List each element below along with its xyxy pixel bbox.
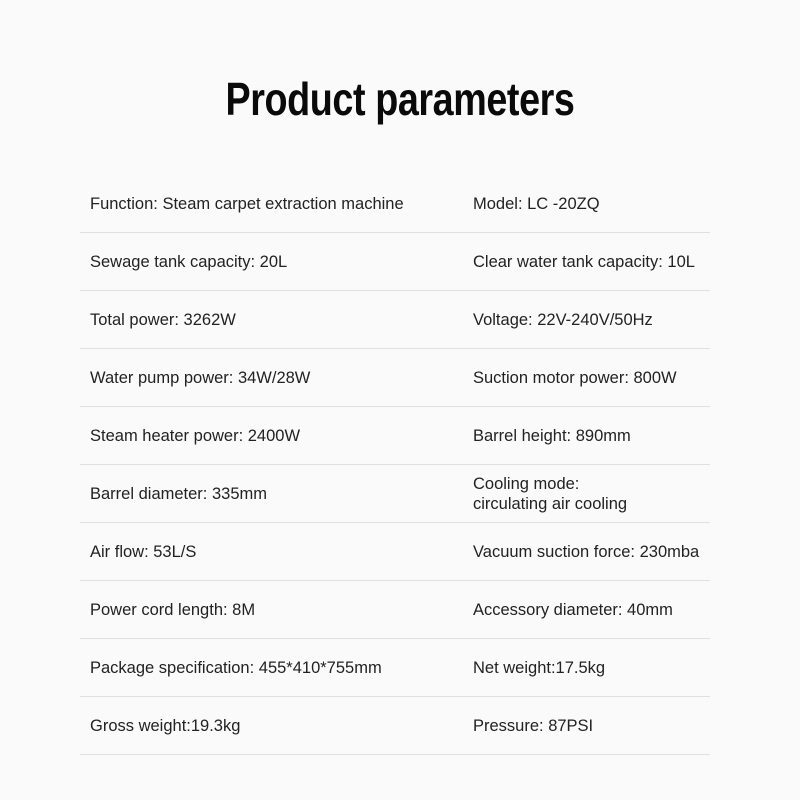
param-gross-weight: Gross weight:19.3kg: [90, 716, 241, 735]
param-accessory-diameter: Accessory diameter: 40mm: [473, 600, 673, 619]
page-title: Product parameters: [225, 73, 575, 125]
param-barrel-diameter: Barrel diameter: 335mm: [90, 484, 267, 503]
param-pressure: Pressure: 87PSI: [473, 716, 594, 735]
param-barrel-height: Barrel height: 890mm: [473, 426, 631, 445]
table-row: [80, 465, 710, 523]
param-package-specification: Package specification: 455*410*755mm: [90, 658, 382, 677]
table-row: [80, 175, 710, 233]
param-function: Function: Steam carpet extraction machine: [90, 194, 404, 213]
param-net-weight: Net weight:17.5kg: [473, 658, 606, 677]
parameters-table: [80, 175, 710, 755]
param-total-power: Total power: 3262W: [90, 310, 236, 329]
param-air-flow: Air flow: 53L/S: [90, 542, 197, 561]
param-vacuum-suction-force: Vacuum suction force: 230mba: [473, 542, 700, 561]
param-suction-motor-power: Suction motor power: 800W: [473, 368, 677, 387]
param-clear-water-tank: Clear water tank capacity: 10L: [473, 252, 695, 271]
table-row: [80, 291, 710, 349]
param-voltage: Voltage: 22V-240V/50Hz: [473, 310, 653, 329]
param-power-cord-length: Power cord length: 8M: [90, 600, 256, 619]
table-row: [80, 639, 710, 697]
table-row: [80, 407, 710, 465]
param-steam-heater-power: Steam heater power: 2400W: [90, 426, 301, 445]
table-row: [80, 581, 710, 639]
param-model: Model: LC -20ZQ: [473, 194, 600, 213]
param-cooling-mode-value: circulating air cooling: [473, 494, 628, 513]
table-row: [80, 349, 710, 407]
param-sewage-tank: Sewage tank capacity: 20L: [90, 252, 288, 271]
param-cooling-mode-label: Cooling mode:: [473, 474, 580, 493]
table-row: [80, 523, 710, 581]
param-cooling-mode: [463, 474, 710, 514]
param-water-pump-power: Water pump power: 34W/28W: [90, 368, 311, 387]
table-row: [80, 233, 710, 291]
table-row: [80, 697, 710, 755]
